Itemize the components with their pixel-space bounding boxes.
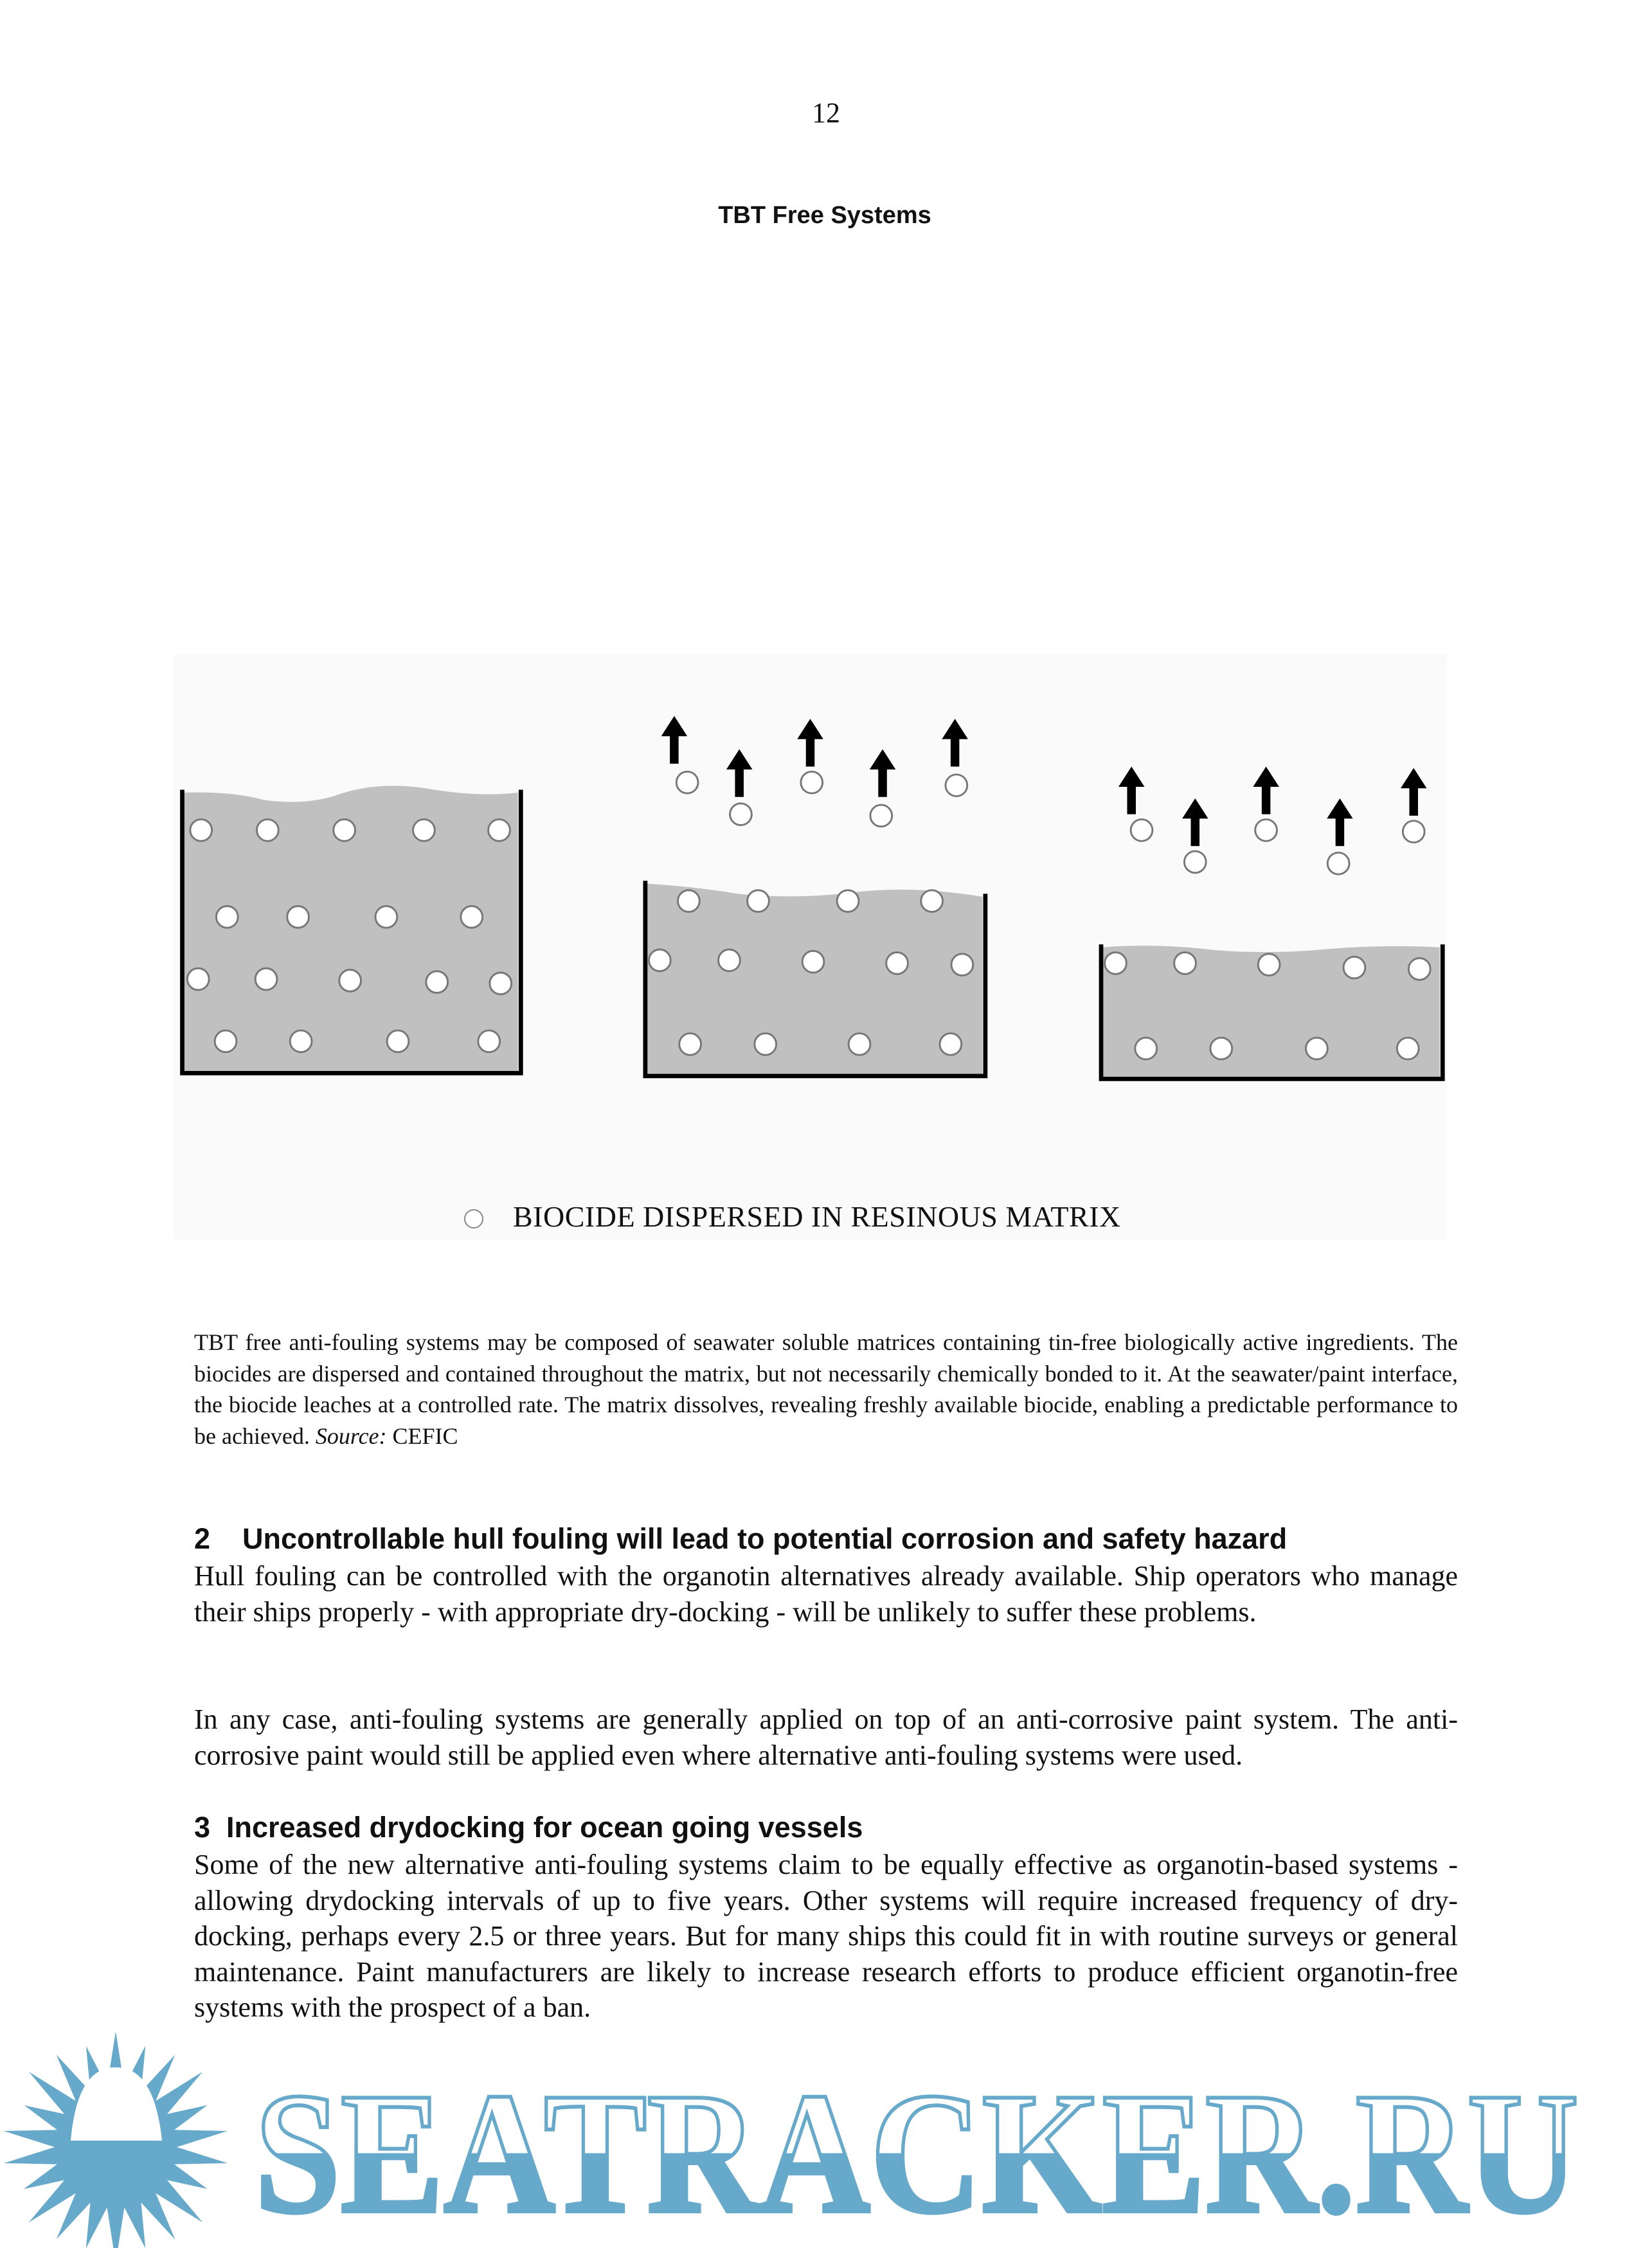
biocide-particle: [1408, 958, 1430, 980]
biocide-particle: [375, 906, 397, 928]
biocide-particle: [489, 820, 510, 841]
biocide-particle: [719, 949, 741, 971]
biocide-particle: [256, 820, 278, 841]
page-number: 12: [812, 97, 840, 129]
biocide-particle: [946, 775, 967, 796]
biocide-particle: [1258, 954, 1280, 976]
biocide-particle: [951, 954, 973, 976]
biocide-particle: [755, 1033, 777, 1055]
biocide-particle: [1343, 957, 1365, 978]
biocide-particle: [802, 951, 824, 973]
biocide-particle: [290, 1030, 312, 1052]
paint-layer-initial: [183, 786, 521, 1073]
biocide-particle: [1210, 1038, 1232, 1059]
section-2-paragraph-2: In any case, anti-fouling systems are generally applied on top of an anti-corrosive paint system. The anti-corrosive paint would still be applied even where alternative anti-fouling systems were used.: [194, 1704, 1458, 1771]
source-label: Source:: [315, 1423, 387, 1449]
biocide-particle: [255, 968, 277, 990]
biocide-particle: [1306, 1038, 1328, 1059]
biocide-particle: [1184, 851, 1206, 873]
biocide-particle: [1105, 952, 1127, 974]
biocide-particle: [1174, 952, 1196, 974]
biocide-legend-icon: [464, 1209, 483, 1228]
tbt-free-systems-diagram: [174, 654, 1447, 1239]
biocide-particle: [886, 952, 908, 974]
biocide-particle: [1135, 1038, 1157, 1059]
caption-text: TBT free anti-fouling systems may be composed of seawater soluble matrices containing tin-free biologically active ingredients. The biocides are dispersed and contained throughout the matrix, but not necessarily chemically bonded to it. At the seawater/paint interface, the biocide leaches at a controlled rate. The matrix dissolves, revealing freshly available biocide, enabling a predictable performance to be achieved.: [194, 1329, 1458, 1449]
section-3-heading: 3 Increased drydocking for ocean going vessels: [194, 1811, 863, 1844]
biocide-particle: [649, 949, 670, 971]
biocide-particle: [478, 1030, 500, 1052]
section-2-heading: 2 Uncontrollable hull fouling will lead to potential corrosion and safety hazard: [194, 1522, 1288, 1555]
biocide-particle: [339, 969, 361, 991]
figure-legend: BIOCIDE DISPERSED IN RESINOUS MATRIX: [513, 1200, 1121, 1233]
biocide-particle: [1327, 852, 1349, 874]
biocide-particle: [837, 890, 859, 912]
biocide-particle: [801, 771, 823, 793]
figure-caption: [194, 1327, 1458, 1452]
biocide-particle: [678, 890, 700, 912]
biocide-particle: [1397, 1038, 1419, 1059]
biocide-particle: [1255, 820, 1277, 841]
biocide-particle: [490, 973, 512, 994]
biocide-particle: [676, 771, 698, 793]
watermark-text: SEATRACKER.RU: [255, 2057, 1579, 2248]
biocide-particle: [679, 1033, 701, 1055]
section-2-paragraph-1: Hull fouling can be controlled with the organotin alternatives already available. Ship operators who manage their ships properly - with appropriate dry-docking - will be unlikely to suffer these problems.: [194, 1560, 1458, 1628]
biocide-particle: [1403, 821, 1424, 843]
page-title: TBT Free Systems: [718, 202, 931, 229]
biocide-particle: [870, 805, 892, 827]
biocide-particle: [921, 890, 943, 912]
biocide-particle: [190, 820, 212, 841]
biocide-particle: [848, 1033, 870, 1055]
biocide-particle: [287, 906, 309, 928]
biocide-particle: [187, 968, 209, 990]
biocide-particle: [730, 804, 752, 825]
biocide-particle: [215, 1030, 237, 1052]
biocide-particle: [748, 890, 769, 912]
sun-dome: [71, 2067, 162, 2141]
biocide-particle: [461, 906, 483, 928]
section-3-paragraph-1: Some of the new alternative anti-fouling systems claim to be equally effective as organotin-based systems - allowing drydocking intervals of up to five years. Other systems will require increased frequency of dry-docking, perhaps every 2.5 or three years. But for many ships this could fit in with routine surveys or general maintenance. Paint manufacturers are likely to increase research efforts to produce efficient organotin-free systems with the prospect of a ban.: [194, 1849, 1458, 2023]
biocide-particle: [387, 1030, 409, 1052]
biocide-particle: [413, 820, 435, 841]
seatracker-watermark: [0, 2025, 1592, 2248]
source-name: CEFIC: [386, 1423, 458, 1449]
biocide-particle: [1131, 820, 1153, 841]
biocide-particle: [334, 820, 355, 841]
biocide-particle: [216, 906, 238, 928]
biocide-particle: [940, 1033, 962, 1055]
biocide-particle: [426, 971, 448, 993]
